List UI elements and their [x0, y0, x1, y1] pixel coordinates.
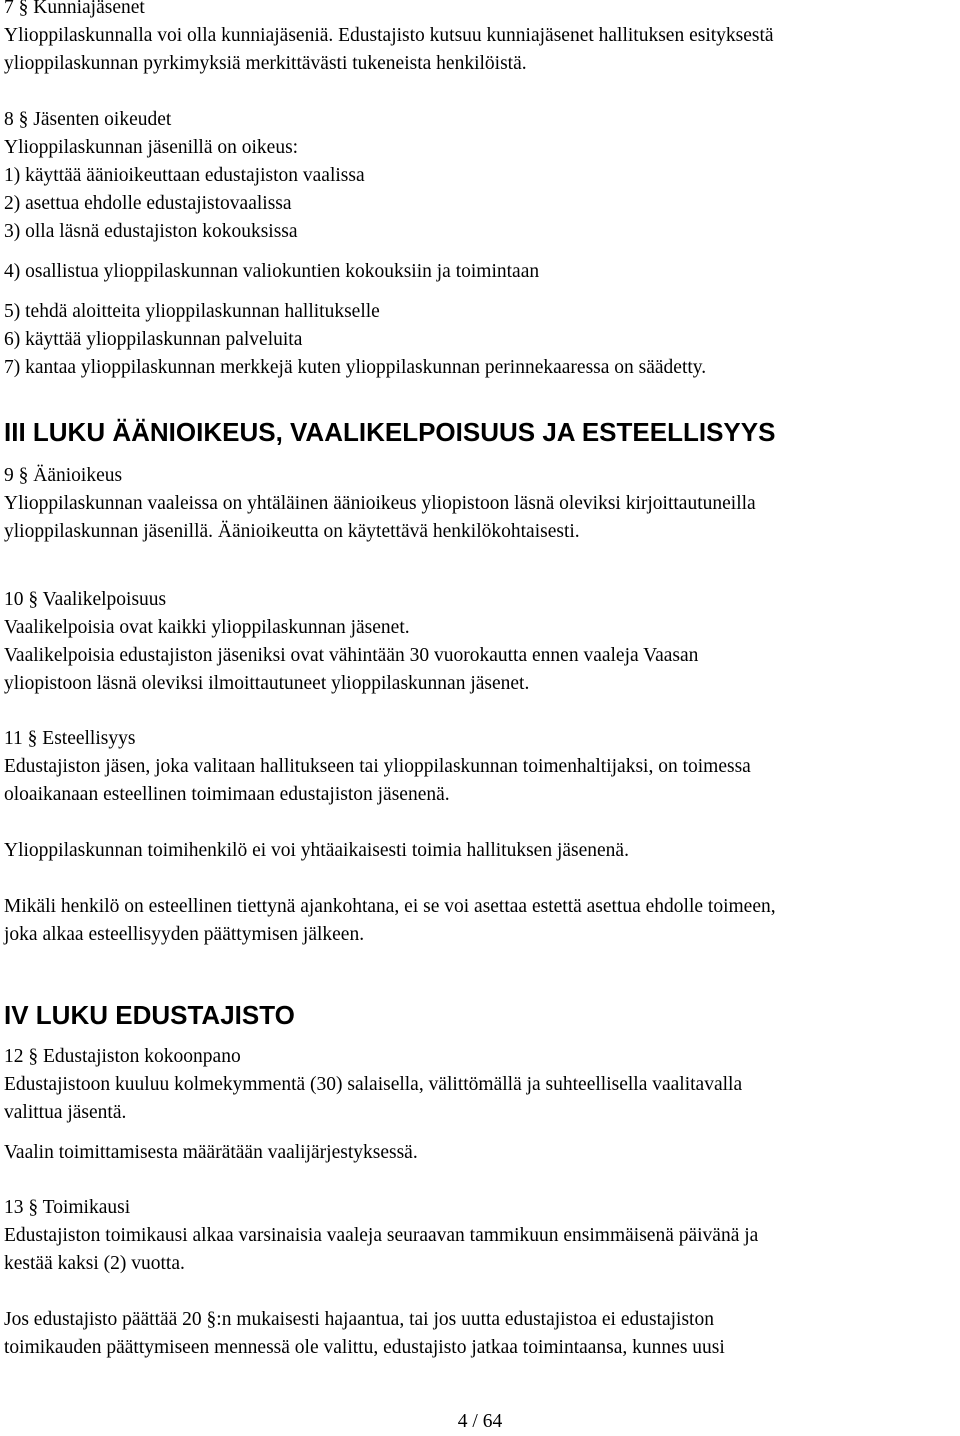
section-heading: 9 § Äänioikeus — [4, 465, 123, 486]
paragraph-line: Mikäli henkilö on esteellinen tiettynä ajankohtana, ei se voi asettaa estettä asettua ehdolle toimeen, — [4, 896, 776, 917]
paragraph-line: kestää kaksi (2) vuotta. — [4, 1253, 185, 1274]
paragraph-line: yliopistoon läsnä oleviksi ilmoittautuneet ylioppilaskunnan jäsenet. — [4, 673, 530, 694]
section-heading: 7 § Kunniajäsenet — [4, 0, 145, 18]
list-item: 3) olla läsnä edustajiston kokouksissa — [4, 221, 298, 242]
paragraph-line: oloaikanaan esteellinen toimimaan edustajiston jäsenenä. — [4, 784, 450, 805]
section-heading: 10 § Vaalikelpoisuus — [4, 589, 167, 610]
list-item: 1) käyttää äänioikeuttaan edustajiston vaalissa — [4, 165, 365, 186]
section-7 — [4, 0, 956, 78]
paragraph-line: Vaalin toimittamisesta määrätään vaalijärjestyksessä. — [4, 1142, 418, 1163]
section-12 — [4, 1043, 956, 1127]
section-heading: 8 § Jäsenten oikeudet — [4, 109, 172, 130]
paragraph-line: Edustajiston toimikausi alkaa varsinaisia vaaleja seuraavan tammikuun ensimmäisenä päivänä ja — [4, 1225, 759, 1246]
paragraph-line: Vaalikelpoisia edustajiston jäseniksi ovat vähintään 30 vuorokautta ennen vaaleja Vaasan — [4, 645, 699, 666]
paragraph-line: Edustajistoon kuuluu kolmekymmentä (30) salaisella, välittömällä ja suhteellisella vaalitavalla — [4, 1074, 743, 1095]
section-11 — [4, 725, 956, 809]
section-11-p2 — [4, 837, 956, 865]
list-item: 6) käyttää ylioppilaskunnan palveluita — [4, 329, 303, 350]
paragraph-line: Edustajiston jäsen, joka valitaan hallitukseen tai ylioppilaskunnan toimenhaltijaksi, on toimessa — [4, 756, 751, 777]
paragraph-line: toimikauden päättymiseen mennessä ole valittu, edustajisto jatkaa toimintaansa, kunnes uusi — [4, 1337, 725, 1358]
paragraph-line: Ylioppilaskunnan vaaleissa on yhtäläinen äänioikeus yliopistoon läsnä oleviksi kirjoittautuneilla — [4, 493, 756, 514]
section-13 — [4, 1194, 956, 1278]
paragraph-line: joka alkaa esteellisyyden päättymisen jälkeen. — [4, 924, 365, 945]
section-heading: 11 § Esteellisyys — [4, 728, 136, 749]
section-heading: 12 § Edustajiston kokoonpano — [4, 1046, 241, 1067]
paragraph-line: Jos edustajisto päättää 20 §:n mukaisesti hajaantua, tai jos uutta edustajistoa ei edustajiston — [4, 1309, 714, 1330]
paragraph-line: Vaalikelpoisia ovat kaikki ylioppilaskunnan jäsenet. — [4, 617, 410, 638]
paragraph-line: Ylioppilaskunnalla voi olla kunniajäseniä. Edustajisto kutsuu kunniajäsenet hallituksen esityksestä — [4, 25, 774, 46]
section-heading: 13 § Toimikausi — [4, 1197, 131, 1218]
page-number: 4 / 64 — [457, 1411, 503, 1432]
section-8 — [4, 106, 956, 246]
section-9 — [4, 462, 956, 546]
list-item: 7) kantaa ylioppilaskunnan merkkejä kuten ylioppilaskunnan perinnekaaressa on säädetty. — [4, 357, 707, 378]
section-8-items-end — [4, 298, 956, 382]
section-8-items-cont — [4, 258, 956, 286]
paragraph-line: ylioppilaskunnan jäsenillä. Äänioikeutta on käytettävä henkilökohtaisesti. — [4, 521, 580, 542]
section-12-p2 — [4, 1139, 956, 1167]
paragraph-line: Ylioppilaskunnan toimihenkilö ei voi yhtäaikaisesti toimia hallituksen jäsenenä. — [4, 840, 629, 861]
chapter-heading: IV LUKU EDUSTAJISTO — [4, 1000, 295, 1030]
paragraph-line: valittua jäsentä. — [4, 1102, 127, 1123]
paragraph-line: Ylioppilaskunnan jäsenillä on oikeus: — [4, 137, 299, 158]
section-13-p2 — [4, 1306, 956, 1362]
paragraph-line: ylioppilaskunnan pyrkimyksiä merkittävästi tukeneista henkilöistä. — [4, 53, 527, 74]
list-item: 2) asettua ehdolle edustajistovaalissa — [4, 193, 292, 214]
list-item: 4) osallistua ylioppilaskunnan valiokuntien kokouksiin ja toimintaan — [4, 261, 540, 282]
section-11-p3 — [4, 893, 956, 949]
list-item: 5) tehdä aloitteita ylioppilaskunnan hallitukselle — [4, 301, 380, 322]
chapter-heading: III LUKU ÄÄNIOIKEUS, VAALIKELPOISUUS JA ESTEELLISYYS — [4, 417, 776, 447]
section-10 — [4, 586, 956, 698]
